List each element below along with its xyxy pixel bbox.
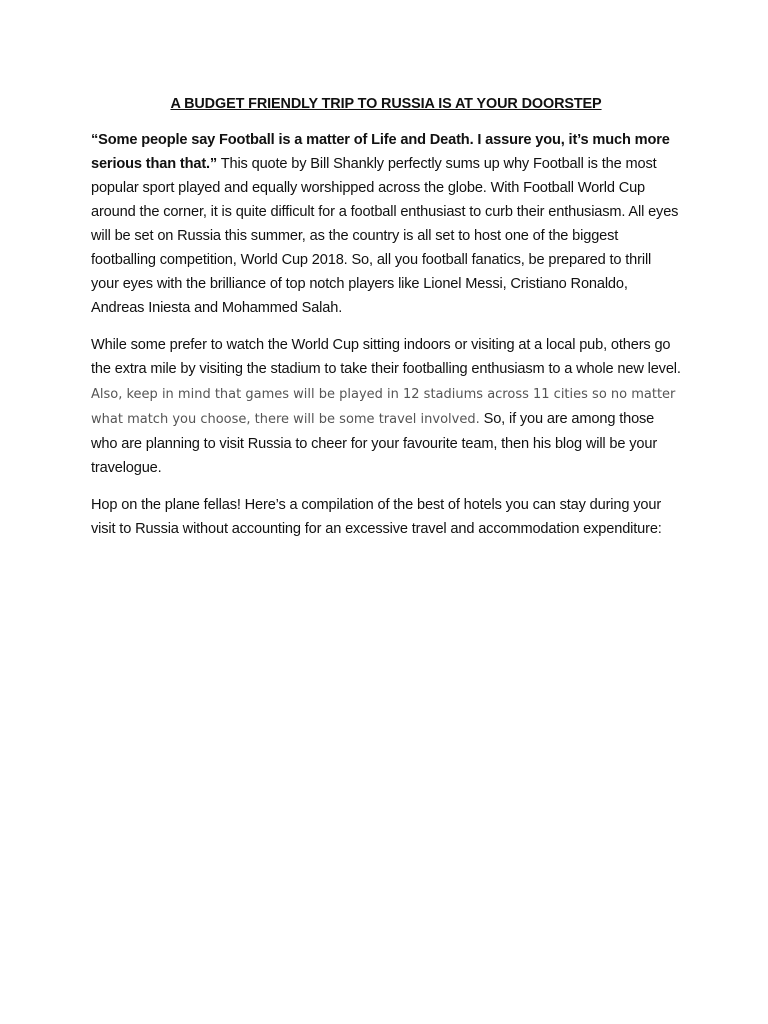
paragraph-stadium bbox=[91, 333, 681, 480]
document-title: A BUDGET FRIENDLY TRIP TO RUSSIA IS AT YOUR DOORSTEP bbox=[170, 96, 602, 112]
shankly-quote: “Some people say Football is a matter of Life and Death. I assure you, it’s much more serious than that.” bbox=[91, 132, 670, 172]
stadium-text-part2: Also, keep in mind that games will be played in 12 stadiums across 11 cities so no matter what match you choose, there will be some travel involved. bbox=[91, 387, 676, 427]
document-body bbox=[91, 94, 681, 554]
paragraph-intro bbox=[91, 128, 681, 320]
intro-text: This quote by Bill Shankly perfectly sums up why Football is the most popular sport played and equally worshipped across the globe. With Football World Cup around the corner, it is quite difficult for a football enthusiast to curb their enthusiasm. All eyes will be set on Russia this summer, as the country is all set to host one of the biggest footballing competition, World Cup 2018. So, all you football fanatics, be prepared to thrill your eyes with the brilliance of top notch players like Lionel Messi, Cristiano Ronaldo, Andreas Iniesta and Mohammed Salah. bbox=[91, 156, 679, 316]
stadium-text-part1: While some prefer to watch the World Cup sitting indoors or visiting at a local pub, others go the extra mile by visiting the stadium to take their footballing enthusiasm to a whole new level. bbox=[91, 337, 681, 377]
paragraph-hotels: Hop on the plane fellas! Here’s a compilation of the best of hotels you can stay during your visit to Russia without accounting for an excessive travel and accommodation expenditure: bbox=[91, 497, 662, 537]
stadium-text-part3: So, if you are among those who are planning to visit Russia to cheer for your favourite team, then his blog will be your travelogue. bbox=[91, 411, 658, 476]
